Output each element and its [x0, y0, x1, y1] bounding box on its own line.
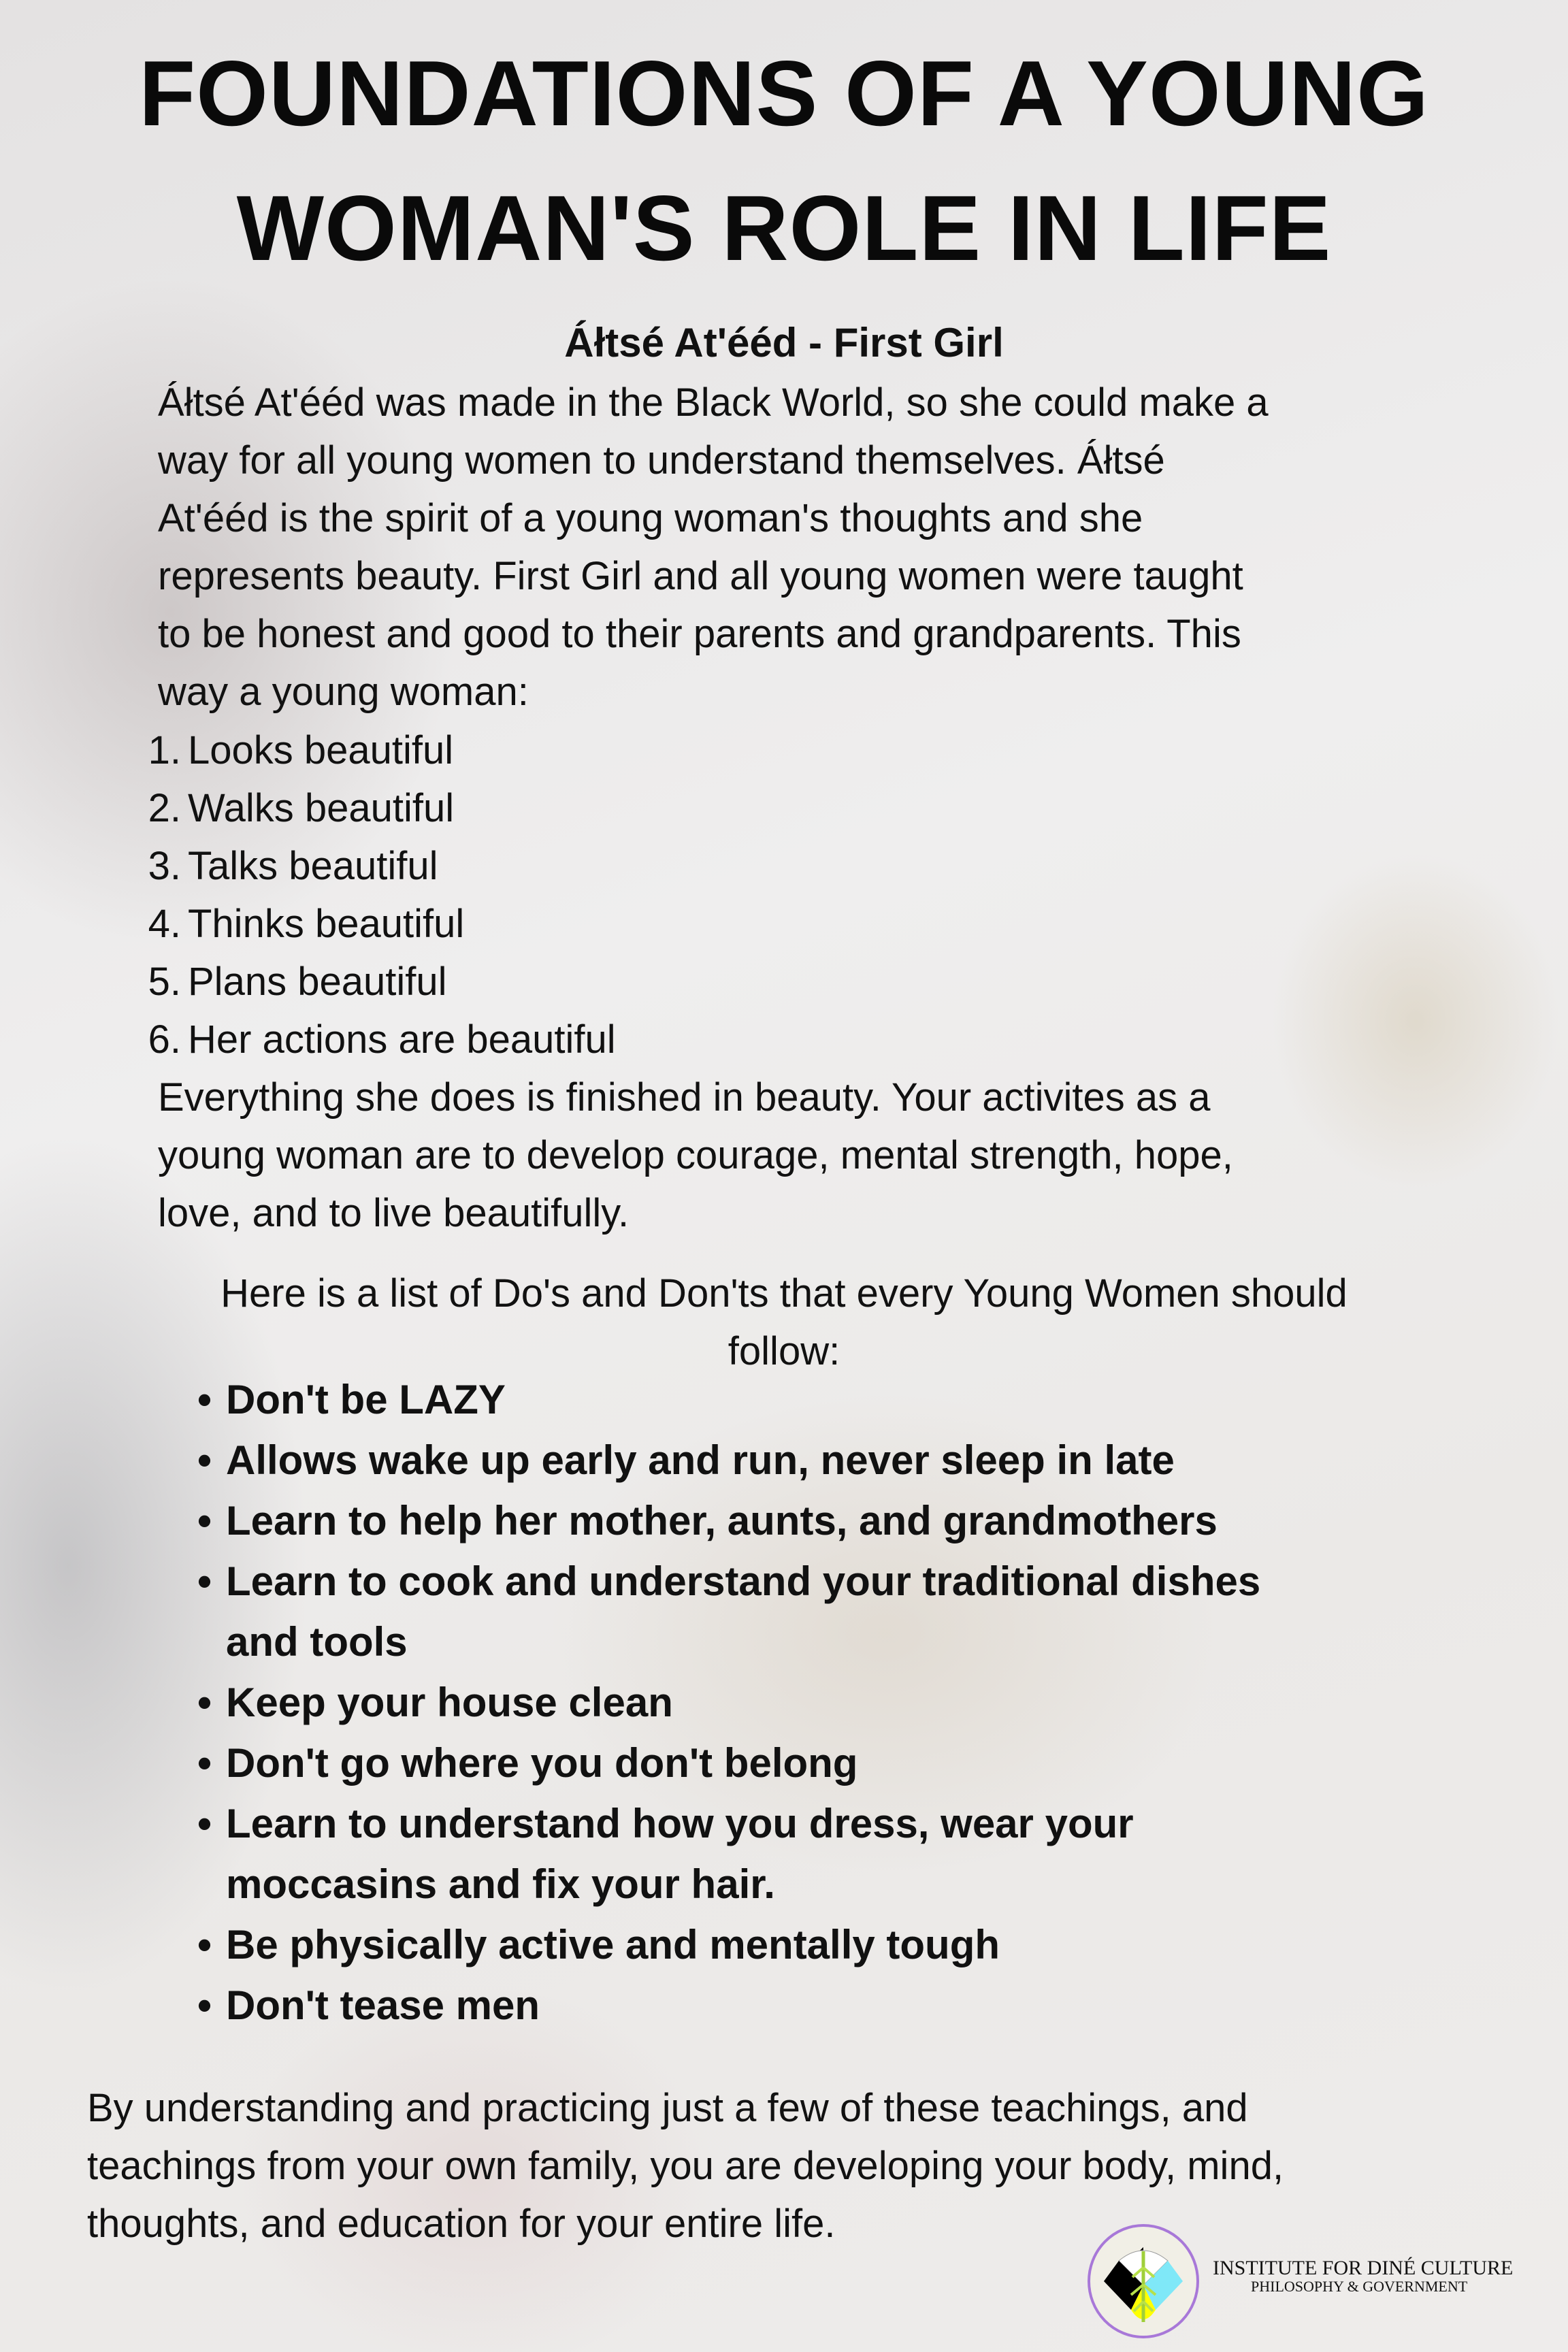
- item-text: Plans beautiful: [188, 960, 447, 1004]
- org-subname: PHILOSOPHY & GOVERNMENT: [1251, 2278, 1468, 2295]
- item-number: 1.: [148, 728, 181, 772]
- text-line: follow:: [728, 1329, 840, 1373]
- item-text: and tools: [226, 1619, 408, 1665]
- bullet-icon: •: [197, 1740, 212, 1786]
- item-text: Learn to help her mother, aunts, and grandmothers: [226, 1498, 1218, 1544]
- intro-paragraph: [158, 374, 1269, 721]
- bullet-icon: •: [197, 1922, 212, 1967]
- bullet-item: [197, 1672, 1260, 1733]
- bullet-item: [197, 1975, 1260, 2036]
- item-text: Allows wake up early and run, never sleep in late: [226, 1437, 1175, 1483]
- item-number: 4.: [148, 902, 181, 946]
- numbered-item: [140, 953, 616, 1011]
- bullet-item: [197, 1793, 1260, 1854]
- bullet-item: [197, 1490, 1260, 1551]
- bullet-item: [197, 1914, 1260, 1975]
- item-text: Don't be LAZY: [226, 1377, 506, 1422]
- text-line: teachings from your own family, you are developing your body, mind,: [87, 2144, 1284, 2188]
- bullet-icon: •: [197, 1437, 212, 1483]
- item-text: Don't tease men: [226, 1982, 540, 2028]
- text-line: to be honest and good to their parents and grandparents. This: [158, 612, 1241, 656]
- bullet-icon: •: [197, 1801, 212, 1846]
- bullet-item: [197, 1733, 1260, 1793]
- item-number: 2.: [148, 786, 181, 830]
- text-line: At'ééd is the spirit of a young woman's thoughts and she: [158, 496, 1143, 540]
- poster-title-line2: WOMAN'S ROLE IN LIFE: [236, 176, 1332, 280]
- text-line: young woman are to develop courage, mental strength, hope,: [158, 1133, 1233, 1177]
- numbered-item: [140, 895, 616, 953]
- item-text: Keep your house clean: [226, 1680, 673, 1725]
- numbered-item: [140, 779, 616, 837]
- numbered-list: [140, 721, 616, 1068]
- item-text: Walks beautiful: [188, 786, 455, 830]
- item-text: Thinks beautiful: [188, 902, 465, 946]
- text-line: way a young woman:: [158, 670, 529, 714]
- bullet-item: [197, 1551, 1260, 1612]
- bullet-item: [197, 1854, 1260, 1914]
- item-number: 3.: [148, 844, 181, 888]
- bullet-icon: •: [197, 1498, 212, 1544]
- text-line: love, and to live beautifully.: [158, 1191, 630, 1235]
- item-text: Be physically active and mentally tough: [226, 1922, 1000, 1967]
- bullet-item: [197, 1612, 1260, 1672]
- text-line: Everything she does is finished in beauty. Your activites as a: [158, 1075, 1211, 1120]
- institute-logo: [1083, 2220, 1203, 2340]
- numbered-item: [140, 721, 616, 779]
- list-intro: [0, 1264, 1568, 1380]
- after-paragraph: [158, 1068, 1233, 1242]
- bullet-icon: •: [197, 1680, 212, 1725]
- numbered-item: [140, 837, 616, 895]
- text-line: By understanding and practicing just a few of these teachings, and: [87, 2086, 1248, 2130]
- section-subtitle: Áłtsé At'ééd - First Girl: [564, 320, 1004, 365]
- item-number: 6.: [148, 1017, 181, 1062]
- dos-donts-list: [197, 1369, 1260, 2036]
- poster-title-line1: FOUNDATIONS OF A YOUNG: [139, 42, 1429, 145]
- item-text: Don't go where you don't belong: [226, 1740, 858, 1786]
- text-line: thoughts, and education for your entire life.: [87, 2202, 836, 2246]
- bullet-icon: •: [197, 1558, 212, 1604]
- text-line: Here is a list of Do's and Don'ts that every Young Women should: [220, 1271, 1348, 1316]
- org-name: INSTITUTE FOR DINÉ CULTURE: [1213, 2257, 1514, 2279]
- bullet-item: [197, 1430, 1260, 1490]
- item-text: Looks beautiful: [188, 728, 454, 772]
- text-line: way for all young women to understand themselves. Áłtsé: [158, 438, 1165, 483]
- item-number: 5.: [148, 960, 181, 1004]
- bullet-icon: •: [197, 1377, 212, 1422]
- numbered-item: [140, 1011, 616, 1068]
- item-text: Learn to cook and understand your traditional dishes: [226, 1558, 1261, 1604]
- text-line: Áłtsé At'ééd was made in the Black World, so she could make a: [158, 380, 1269, 425]
- item-text: Her actions are beautiful: [188, 1017, 616, 1062]
- item-text: Learn to understand how you dress, wear your: [226, 1801, 1134, 1846]
- bullet-item: [197, 1369, 1260, 1430]
- item-text: Talks beautiful: [188, 844, 438, 888]
- text-line: represents beauty. First Girl and all young women were taught: [158, 554, 1243, 598]
- bullet-icon: •: [197, 1982, 212, 2028]
- item-text: moccasins and fix your hair.: [226, 1861, 775, 1907]
